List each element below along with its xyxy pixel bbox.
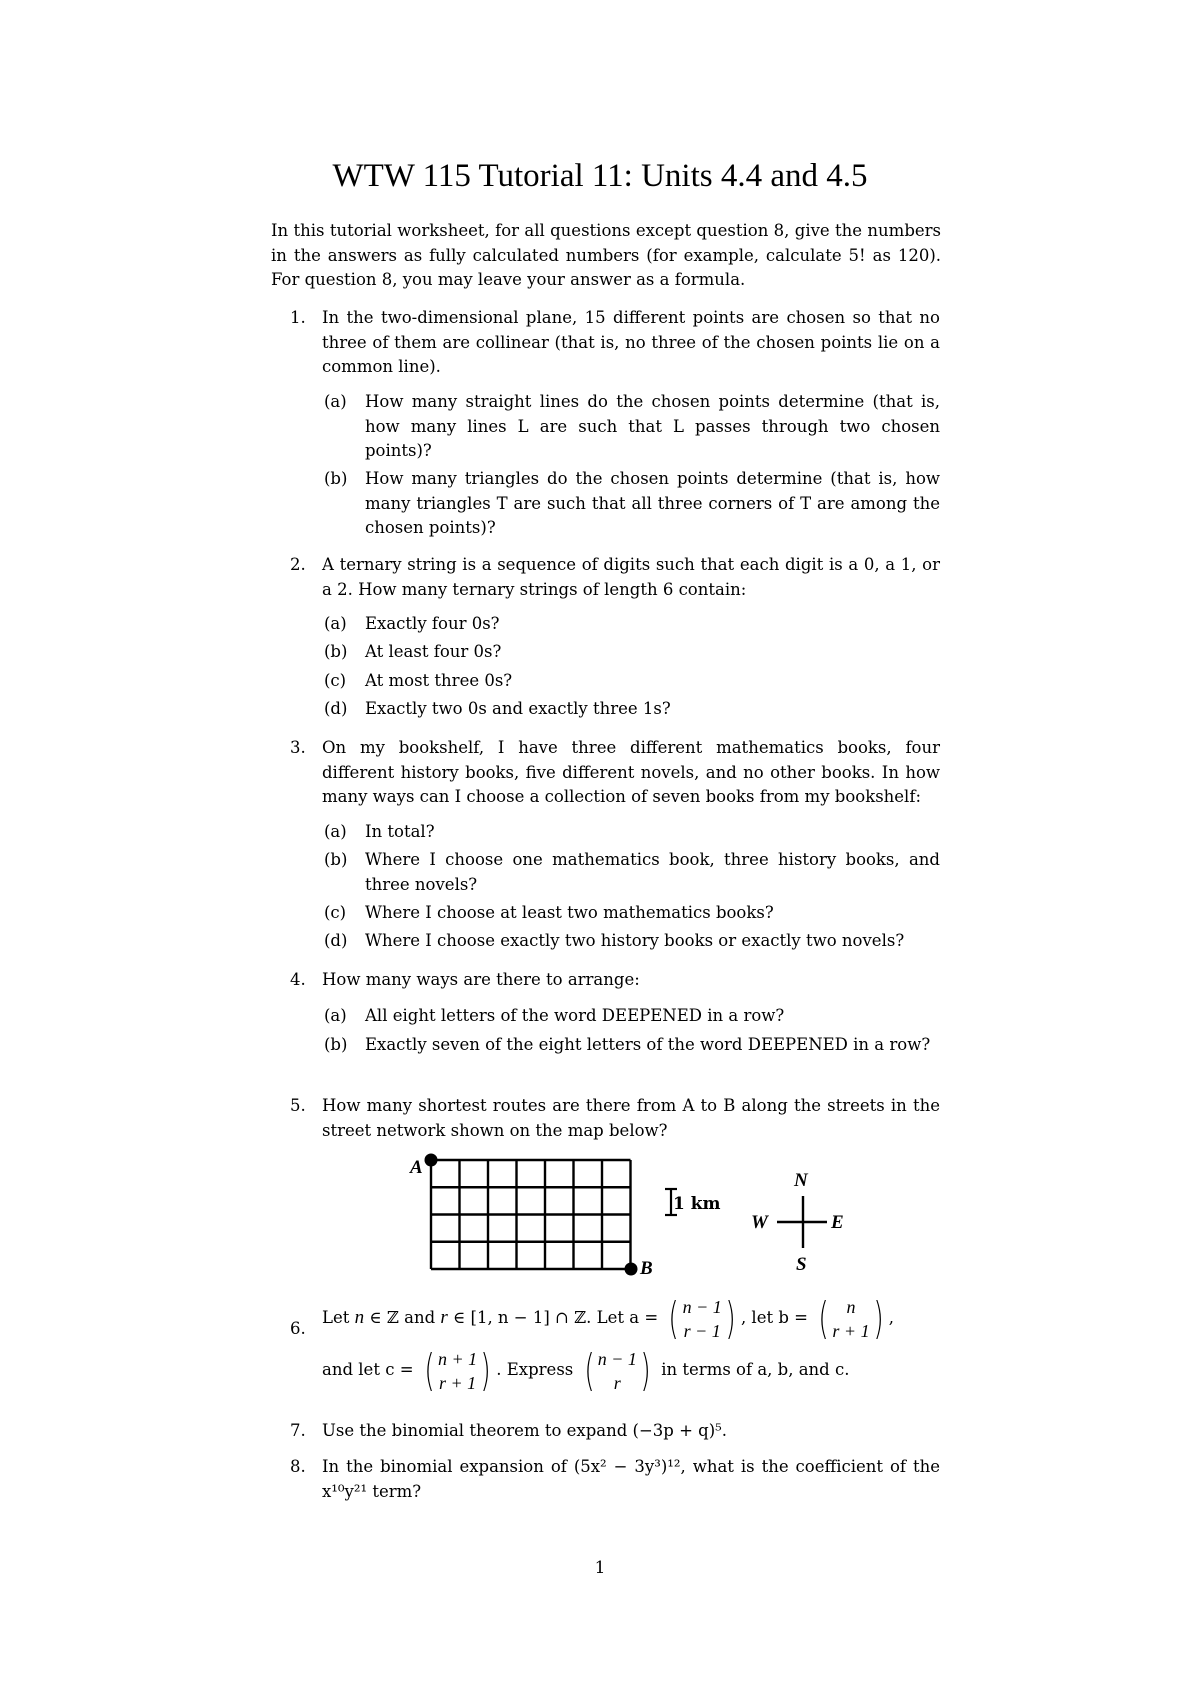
question-2b-text: At least four 0s? <box>365 642 502 661</box>
question-1a-text: How many straight lines do the chosen points determine (that is, how many lines L are such that L passes through two chosen points)? <box>365 392 940 460</box>
point-a-label: A <box>410 1157 423 1178</box>
question-1-text: In the two-dimensional plane, 15 different points are chosen so that no three of them are collinear (that is, no three of the chosen points lie on a common line). <box>322 308 940 376</box>
question-5-number: 5. <box>290 1096 306 1115</box>
point-a-marker <box>425 1154 438 1167</box>
point-b-label: B <box>640 1258 653 1279</box>
question-2c-label: (c) <box>324 671 347 690</box>
question-2b-label: (b) <box>324 642 348 661</box>
question-6-line-1: Let n ∈ ℤ and r ∈ [1, n − 1] ∩ ℤ. Let a = ( n − 1 r − 1 ) , let b = ( n r + 1 ) , <box>322 1293 894 1344</box>
page-number: 1 <box>594 1558 606 1578</box>
question-4b-text: Exactly seven of the eight letters of the word DEEPENED in a row? <box>365 1035 931 1054</box>
question-2c-text: At most three 0s? <box>365 671 513 690</box>
compass-rose <box>777 1196 827 1248</box>
question-2-number: 2. <box>290 555 306 574</box>
question-3d-text: Where I choose exactly two history books or exactly two novels? <box>365 931 905 950</box>
compass-north-label: N <box>794 1170 808 1191</box>
street-grid <box>431 1160 631 1269</box>
question-6-number: 6. <box>290 1319 306 1338</box>
question-1a-label: (a) <box>324 392 347 411</box>
question-3c-text: Where I choose at least two mathematics books? <box>365 903 774 922</box>
question-4-text: How many ways are there to arrange: <box>322 970 640 989</box>
question-8-text: In the binomial expansion of (5x² − 3y³)¹², what is the coefficient of the x¹⁰y²¹ term? <box>322 1457 940 1501</box>
question-3b-text: Where I choose one mathematics book, three history books, and three novels? <box>365 850 940 894</box>
binomial-a: ( n − 1 r − 1 ) <box>668 1293 736 1344</box>
question-3a-text: In total? <box>365 822 435 841</box>
question-3c-label: (c) <box>324 903 347 922</box>
question-1-number: 1. <box>290 308 306 327</box>
question-4-number: 4. <box>290 970 306 989</box>
question-3-number: 3. <box>290 738 306 757</box>
page-title: WTW 115 Tutorial 11: Units 4.4 and 4.5 <box>332 158 868 194</box>
compass-west-label: W <box>751 1212 768 1233</box>
question-6-line-2: and let c = ( n + 1 r + 1 ) . Express ( n − 1 r ) in terms of a, b, and c. <box>322 1345 850 1396</box>
point-b-marker <box>625 1263 638 1276</box>
question-2d-label: (d) <box>324 699 348 718</box>
question-2a-text: Exactly four 0s? <box>365 614 500 633</box>
question-1b-label: (b) <box>324 469 348 488</box>
binomial-c: ( n + 1 r + 1 ) <box>424 1345 491 1396</box>
binomial-b: ( n r + 1 ) <box>818 1293 884 1344</box>
street-map <box>395 1152 895 1282</box>
question-2d-text: Exactly two 0s and exactly three 1s? <box>365 699 671 718</box>
question-2-text: A ternary string is a sequence of digits such that each digit is a 0, a 1, or a 2. How many ternary strings of length 6 contain: <box>322 555 940 599</box>
binomial-express: ( n − 1 r ) <box>583 1345 651 1396</box>
question-3a-label: (a) <box>324 822 347 841</box>
question-4a-label: (a) <box>324 1006 347 1025</box>
question-4a-text: All eight letters of the word DEEPENED in a row? <box>365 1006 785 1025</box>
question-7-number: 7. <box>290 1421 306 1440</box>
question-5-text: How many shortest routes are there from A to B along the streets in the street network shown on the map below? <box>322 1096 940 1140</box>
scale-label: 1 km <box>673 1194 721 1214</box>
question-4b-label: (b) <box>324 1035 348 1054</box>
question-7-text: Use the binomial theorem to expand (−3p + q)⁵. <box>322 1421 728 1440</box>
question-3d-label: (d) <box>324 931 348 950</box>
compass-south-label: S <box>796 1254 807 1275</box>
question-3-text: On my bookshelf, I have three different mathematics books, four different history books, five different novels, and no other books. In how many ways can I choose a collection of seven books from my bookshelf: <box>322 738 940 806</box>
question-3b-label: (b) <box>324 850 348 869</box>
intro-paragraph: In this tutorial worksheet, for all questions except question 8, give the numbers in the answers as fully calculated numbers (for example, calculate 5! as 120). For question 8, you may leave your answer as a formula. <box>271 221 941 289</box>
question-8-number: 8. <box>290 1457 306 1476</box>
compass-east-label: E <box>831 1212 844 1233</box>
question-1b-text: How many triangles do the chosen points determine (that is, how many triangles T are such that all three corners of T are among the chosen points)? <box>365 469 940 537</box>
question-2a-label: (a) <box>324 614 347 633</box>
